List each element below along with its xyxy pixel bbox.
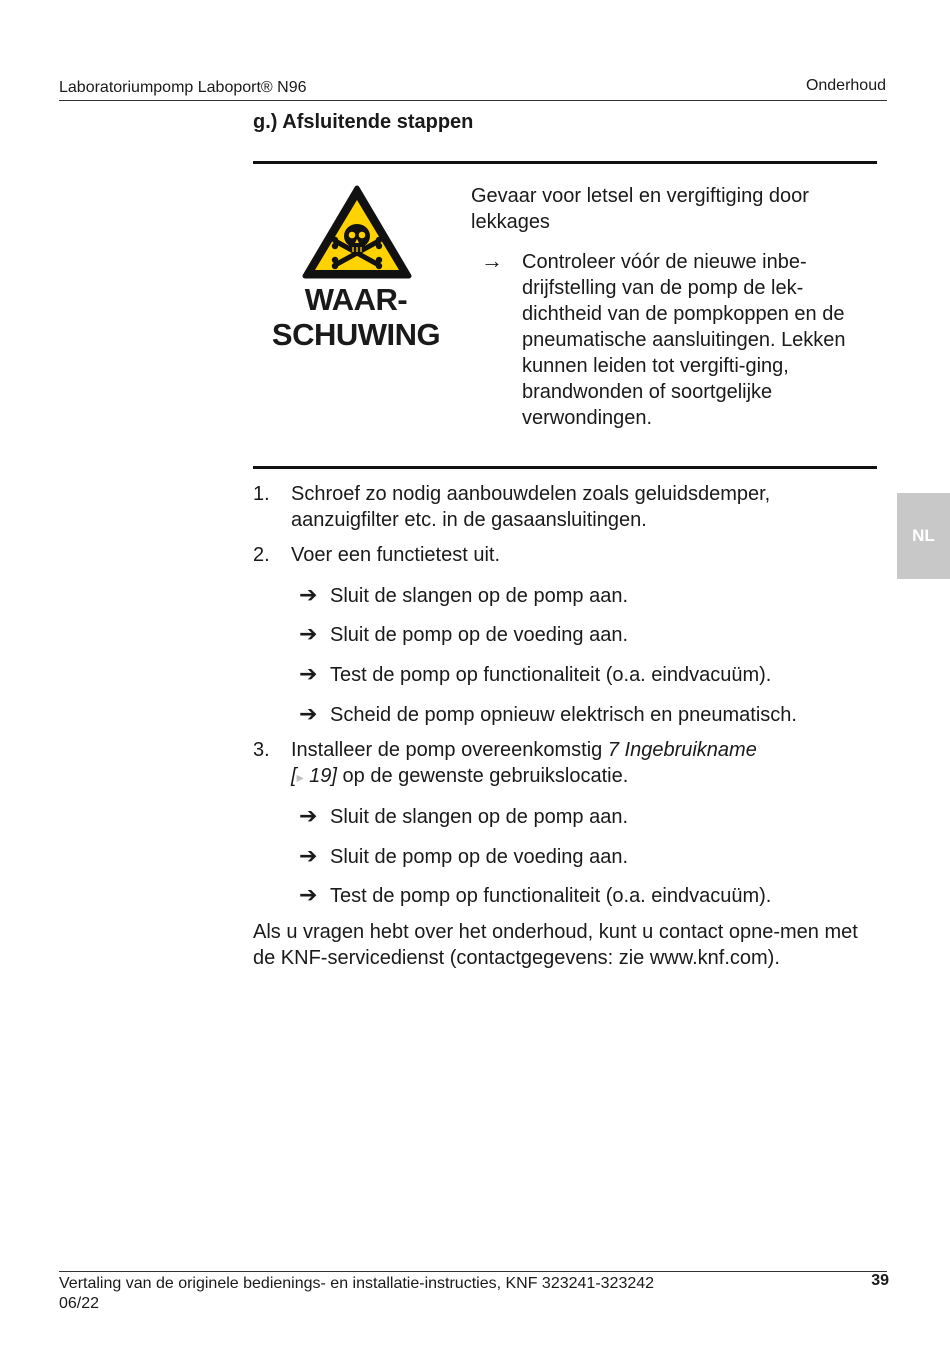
sub-step: [299, 701, 797, 728]
sub-step-text: Sluit de pomp op de voeding aan.: [330, 624, 628, 646]
step-number: 2.: [253, 544, 270, 566]
sub-step: [299, 882, 771, 909]
step-text: Schroef zo nodig aanbouwdelen zoals geluidsdemper, aanzuigfilter etc. in de gasaansluitingen.: [291, 483, 771, 531]
step-number: 1.: [253, 483, 270, 505]
footer-divider: [59, 1271, 887, 1272]
sub-step-text: Sluit de slangen op de pomp aan.: [330, 806, 628, 828]
warning-signal-word: [253, 282, 459, 352]
sub-step: [299, 661, 771, 688]
warning-instruction: Controleer vóór de nieuwe inbe-drijfstelling van de pomp de lek-dichtheid van de pompkoppen en de pneumatische aansluitingen. Lekken kunnen leiden tot vergifti-ging, brandwonden of soortgelijke verwondingen.: [522, 251, 846, 429]
sub-step: [299, 621, 628, 648]
warning-arrow-icon: →: [481, 248, 503, 273]
closing-paragraph: Als u vragen hebt over het onderhoud, kunt u contact opne-men met de KNF-servicedienst (contactgegevens: zie www.knf.com).: [253, 921, 858, 969]
warning-label-line-2: SCHUWING: [271, 317, 441, 352]
warning-label-line-1: WAAR-: [304, 282, 408, 317]
header-divider: [59, 100, 887, 101]
sub-step-text: Test de pomp op functionaliteit (o.a. eindvacuüm).: [330, 885, 772, 907]
arrow-right-icon: ➔: [299, 803, 318, 828]
sub-step-text: Sluit de pomp op de voeding aan.: [330, 846, 628, 868]
section-title: g.) Afsluitende stappen: [253, 111, 474, 133]
step-text-after: op de gewenste gebruikslocatie.: [342, 765, 629, 787]
warning-block: [253, 164, 877, 467]
step-text: Voer een functietest uit.: [291, 544, 501, 566]
footer-date: 06/22: [59, 1295, 100, 1312]
arrow-right-icon: ➔: [299, 582, 318, 607]
reference-page: 19]: [309, 765, 337, 787]
sub-step: [299, 843, 628, 870]
page-number: 39: [871, 1272, 889, 1289]
arrow-right-icon: ➔: [299, 701, 318, 726]
sub-step: [299, 803, 628, 830]
reference-open-bracket: [: [291, 765, 297, 787]
step-text-before: Installeer de pomp overeenkomstig: [291, 739, 603, 761]
sub-step-text: Sluit de slangen op de pomp aan.: [330, 585, 628, 607]
footer-text: [59, 1274, 654, 1314]
step-number: 3.: [253, 739, 270, 761]
arrow-right-icon: ➔: [299, 661, 318, 686]
step-text: [291, 737, 851, 790]
warning-bottom-rule: [253, 466, 877, 469]
arrow-right-icon: ➔: [299, 621, 318, 646]
sub-step: [299, 582, 628, 609]
warning-title: Gevaar voor letsel en vergiftiging door lekkages: [471, 185, 809, 233]
arrow-right-icon: ➔: [299, 843, 318, 868]
sub-step-text: Scheid de pomp opnieuw elektrisch en pneumatisch.: [330, 704, 797, 726]
toxic-skull-warning-triangle-icon: [301, 184, 413, 280]
header-document-title: Laboratoriumpomp Laboport® N96: [59, 79, 307, 96]
header-chapter-title: Onderhoud: [805, 77, 886, 94]
arrow-right-icon: ➔: [299, 882, 318, 907]
page-reference-icon: ▸: [296, 769, 304, 785]
language-tab: NL: [897, 493, 950, 579]
sub-step-text: Test de pomp op functionaliteit (o.a. eindvacuüm).: [330, 664, 772, 686]
reference-title: 7 Ingebruikname: [607, 739, 757, 761]
footer-translation-note: Vertaling van de originele bedienings- en installatie-instructies, KNF 323241-323242: [59, 1275, 655, 1292]
